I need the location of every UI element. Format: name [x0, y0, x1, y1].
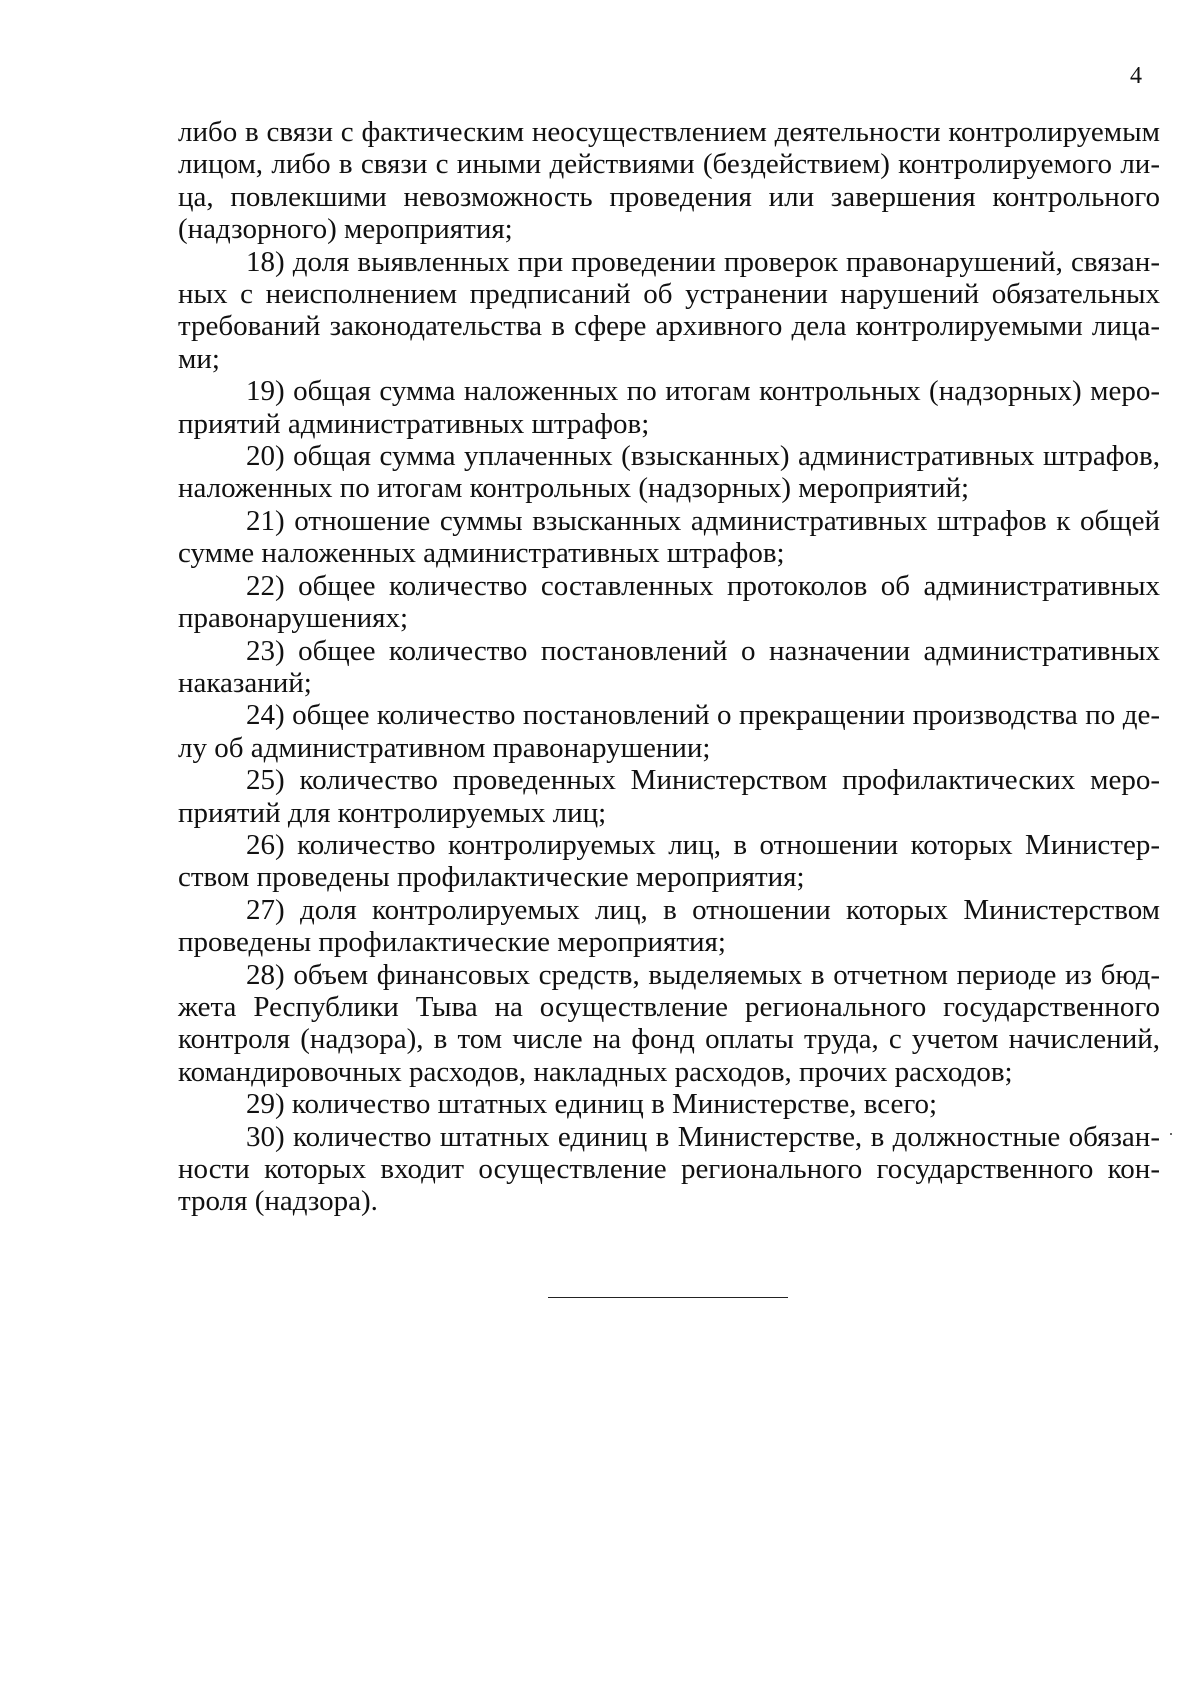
- list-item-22: 22) общее количество составленных протоколов об административных правонарушениях;: [178, 569, 1160, 635]
- list-item-21: 21) отношение суммы взысканных административных штрафов к общей сумме наложенных административных штрафов;: [178, 504, 1160, 570]
- document-end-rule: [548, 1297, 788, 1298]
- scan-speck: [1170, 1133, 1172, 1135]
- list-item-19: 19) общая сумма наложенных по итогам контрольных (надзорных) мероприятий административных штрафов;: [178, 375, 1160, 440]
- list-item-20: 20) общая сумма уплаченных (взысканных) административных штрафов, наложенных по итогам контрольных (надзорных) мероприятий;: [178, 440, 1160, 505]
- list-item-28: 28) объем финансовых средств, выделяемых в отчетном периоде из бюджета Республики Тыва на осуществление регионального государственного контроля (надзора), в том числе на фонд оплаты труда, с учетом начислений, командировочных расходов, накладных расходов, прочих расходов;: [178, 958, 1160, 1088]
- list-item-18: 18) доля выявленных при проведении проверок правонарушений, связанных с неисполнением предписаний об устранении нарушений обязательных требований законодательства в сфере архивного дела контролируемыми лицами;: [178, 245, 1160, 375]
- list-item-23: 23) общее количество постановлений о назначении административных наказаний;: [178, 634, 1160, 699]
- page-number: 4: [1130, 63, 1142, 89]
- list-item-29: 29) количество штатных единиц в Министерстве, всего;: [246, 1088, 938, 1121]
- list-item-27: 27) доля контролируемых лиц, в отношении которых Министерством проведены профилактические мероприятия;: [178, 893, 1160, 959]
- list-item-26: 26) количество контролируемых лиц, в отношении которых Министерством проведены профилактические мероприятия;: [178, 828, 1160, 894]
- list-item-25: 25) количество проведенных Министерством профилактических мероприятий для контролируемых лиц;: [178, 764, 1160, 829]
- list-item-24: 24) общее количество постановлений о прекращении производства по делу об административном правонарушении;: [178, 699, 1160, 764]
- paragraph-continuation: либо в связи с фактическим неосуществлением деятельности контролируемым лицом, либо в связи с иными действиями (бездействием) контролируемого лица, повлекшими невозможность проведения или завершения контрольного (надзорного) мероприятия;: [178, 116, 1160, 246]
- document-body: [178, 116, 1160, 1218]
- list-item-30: 30) количество штатных единиц в Министерстве, в должностные обязанности которых входит осуществление регионального государственного контроля (надзора).: [178, 1120, 1160, 1218]
